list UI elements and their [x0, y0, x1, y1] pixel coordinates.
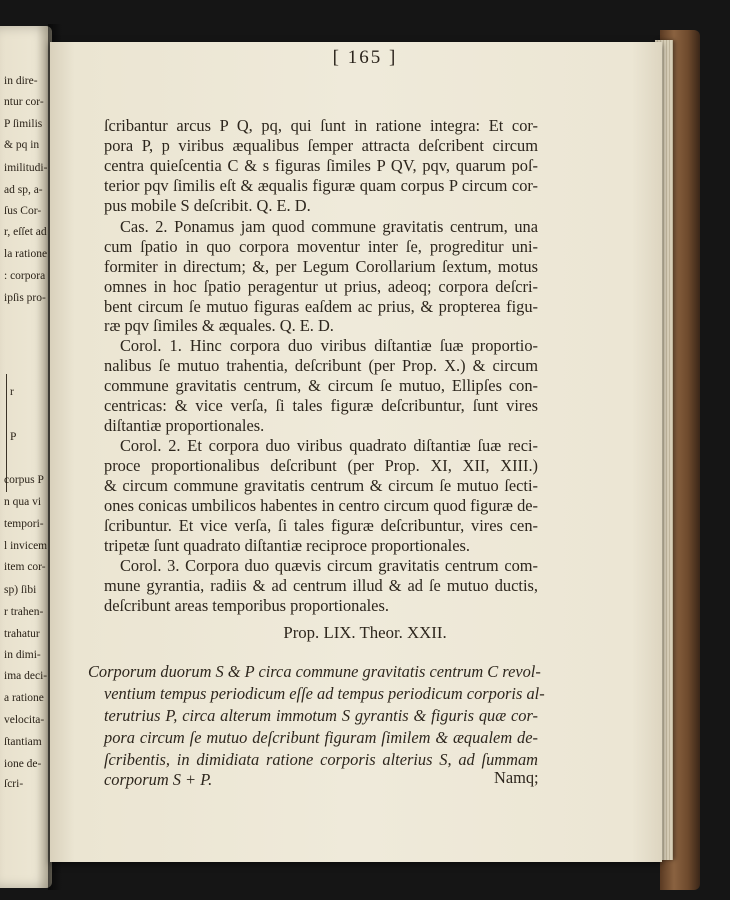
body-line: ræ pqv ſimiles & æquales. Q. E. D.: [104, 316, 334, 335]
figure-letter-r: r: [10, 386, 14, 398]
body-line: nalibus ſe mutuo trahentia, deſcribunt (per Prop. X.) & circum: [104, 356, 538, 375]
left-page-fragment: ntur cor-: [4, 96, 44, 108]
left-facing-page: [0, 26, 52, 888]
body-line: tripetæ ſunt quadrato diſtantiæ reciproce proportionales.: [104, 536, 470, 555]
body-line: proce proportionalibus deſcribunt (per Prop. XI, XII, XIII.): [104, 456, 538, 475]
left-page-fragment: trahatur: [4, 628, 40, 640]
left-page-fragment: ipſis pro-: [4, 292, 46, 304]
body-line: pus mobile S deſcribit. Q. E. D.: [104, 196, 311, 215]
left-page-fragment: ſus Cor-: [4, 205, 42, 217]
left-page-fragment: ima deci-: [4, 670, 48, 682]
statement-line: Corporum duorum S & P circa commune gravitatis centrum C revol-: [88, 662, 541, 681]
left-page-fragment: la ratione: [4, 248, 48, 260]
left-page-fragment: : corpora: [4, 270, 46, 282]
left-page-fragment: a ratione: [4, 692, 44, 704]
body-line: Corol. 2. Et corpora duo viribus quadrato diſtantiæ ſuæ reci-: [120, 436, 538, 455]
body-line: omnes in hoc ſpatio peragentur ut prius, adeoq; corpora deſcri-: [104, 277, 538, 296]
body-line: terior pqv ſimilis eſt & æqualis figuræ quam corpus P circum cor-: [104, 176, 538, 195]
figure-letter-p: P: [10, 431, 17, 443]
body-line: cum ſpatio in quo corpora moventur inter ſe, progreditur uni-: [104, 237, 538, 256]
left-page-fragment: corpus P: [4, 474, 44, 486]
left-page-fragment: r, eſſet ad: [4, 226, 47, 238]
left-page-fragment: velocita-: [4, 714, 45, 726]
body-line: ſcribuntur. Et vice verſa, ſi tales figuræ deſcribuntur, vires cen-: [104, 516, 538, 535]
left-page-fragment: ione de-: [4, 758, 42, 770]
body-line: bent circum ſe mutuo figuras eaſdem ac prius, & propterea figu-: [104, 297, 538, 316]
left-page-fragment: tempori-: [4, 518, 44, 530]
body-line: mune gyrantia, radiis & ad centrum illud & ad ſe mutuo ductis,: [104, 576, 538, 595]
statement-line: terutrius P, circa alterum immotum S gyrantis & figuris quæ cor-: [104, 706, 538, 725]
body-line: deſcribunt areas temporibus proportionales.: [104, 596, 389, 615]
left-page-fragment: imilitudi-: [4, 162, 48, 174]
body-line: Corol. 1. Hinc corpora duo viribus diſtantiæ ſuæ proportio-: [120, 336, 538, 355]
body-line: ſcribantur arcus P Q, pq, qui ſunt in ratione integra: Et cor-: [104, 116, 538, 135]
statement-line: ſcribentis, in dimidiata ratione corporis alterius S, ad ſummam: [104, 750, 538, 769]
left-page-fragment: r trahen-: [4, 606, 44, 618]
body-line: Cas. 2. Ponamus jam quod commune gravitatis centrum, una: [120, 217, 538, 236]
body-line: ones conicas umbilicos habentes in centro circum quod figuræ de-: [104, 496, 538, 515]
catchword: Namq;: [494, 768, 539, 787]
left-page-fragment: item cor-: [4, 561, 46, 573]
body-line: centricas: & vice verſa, ſi tales figuræ deſcribuntur, ſunt vires: [104, 396, 538, 415]
statement-line: pora circum ſe mutuo deſcribunt figuram ſimilem & æqualem de-: [104, 728, 538, 747]
left-page-fragment: ſtantiam: [4, 736, 42, 748]
left-page-fragment: & pq in: [4, 139, 40, 151]
left-page-fragment: ſcri-: [4, 778, 24, 790]
statement-line: corporum S + P.: [104, 770, 213, 789]
body-line: commune gravitatis centrum, & circum ſe mutuo, Ellipſes con-: [104, 376, 538, 395]
body-line: & circum commune gravitatis centrum & circum ſe mutuo ſecti-: [104, 476, 538, 495]
left-page-fragment: l invicem: [4, 540, 48, 552]
body-line: pora P, p viribus æqualibus ſemper attracta deſcribent circum: [104, 136, 538, 155]
body-line: formiter in directum; &, per Legum Corollarium ſextum, motus: [104, 257, 538, 276]
statement-line: ventium tempus periodicum eſſe ad tempus periodicum corporis al-: [104, 684, 545, 703]
body-line: Corol. 3. Corpora duo quævis circum gravitatis centrum com-: [120, 556, 538, 575]
left-page-fragment: sp) ſibi: [4, 584, 37, 596]
left-page-fragment: in dimi-: [4, 649, 41, 661]
left-page-fragment: P ſimilis: [4, 118, 43, 130]
left-page-fragment: n qua vi: [4, 496, 42, 508]
page-number: [ 165 ]: [332, 47, 398, 68]
left-page-fragment: in dire-: [4, 75, 38, 87]
proposition-heading: Prop. LIX. Theor. XXII.: [283, 623, 447, 642]
body-line: centra quieſcentia C & s figuras ſimiles P QV, pqv, quarum poſ-: [104, 156, 538, 175]
body-line: diſtantiæ proportionales.: [104, 416, 265, 435]
left-page-fragment: ad sp, a-: [4, 184, 43, 196]
